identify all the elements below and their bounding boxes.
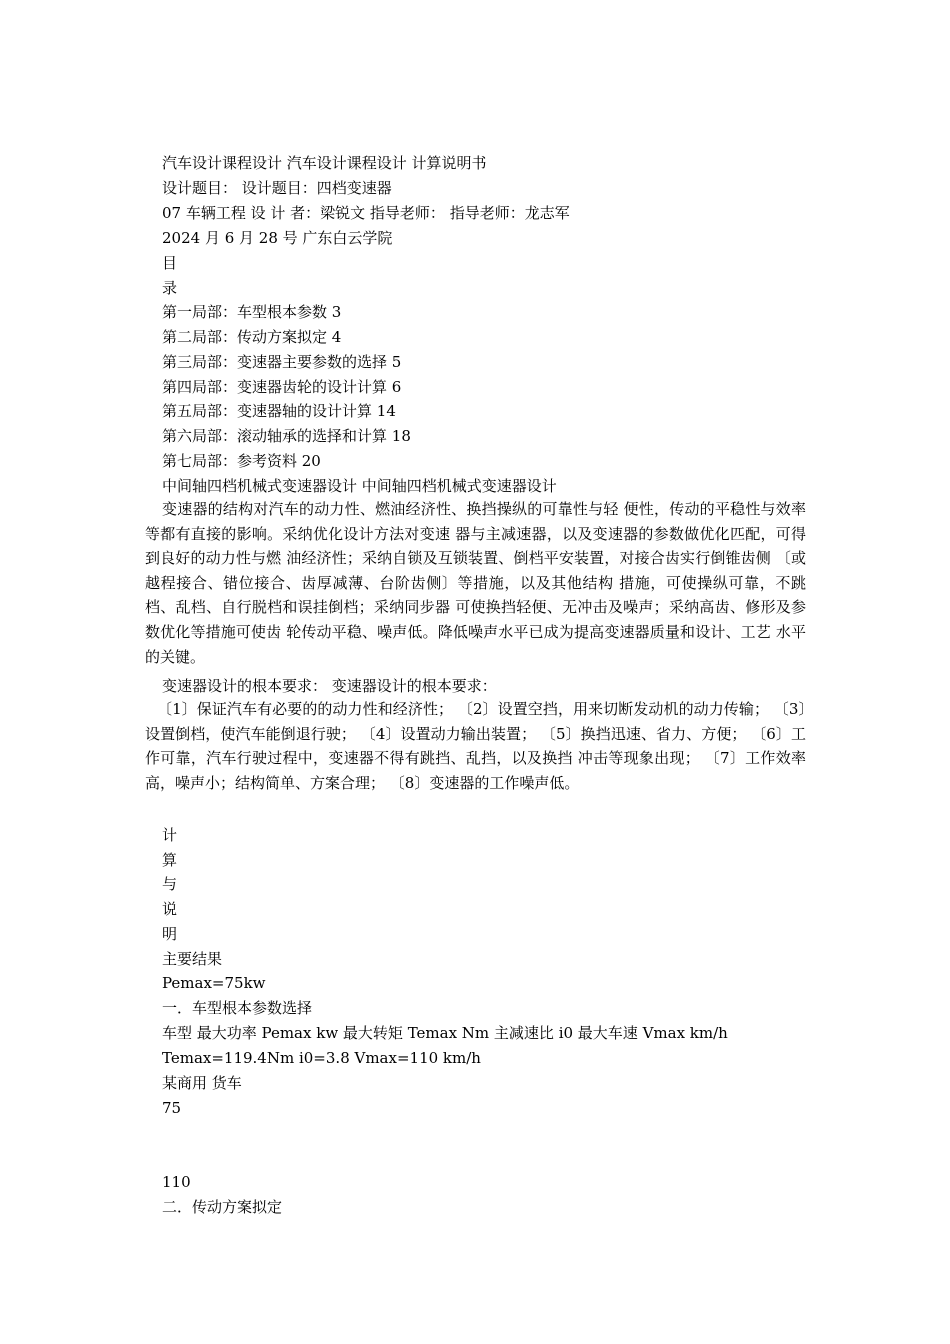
vehicle-type: 某商用 货车 — [162, 1074, 242, 1092]
vertical-label-char: 说 — [162, 900, 178, 918]
requirements-heading: 变速器设计的根本要求： 变速器设计的根本要求： — [162, 677, 497, 695]
design-topic-line: 设计题目： 设计题目：四档变速器 — [162, 179, 392, 197]
toc-item: 第二局部：传动方案拟定 4 — [162, 328, 342, 346]
vertical-label-char: 计 — [162, 826, 178, 844]
toc-item: 第一局部：车型根本参数 3 — [162, 303, 342, 321]
vertical-label-char: 与 — [162, 875, 178, 893]
toc-item: 第六局部：滚动轴承的选择和计算 18 — [162, 427, 411, 445]
toc-heading-char-1: 目 — [162, 254, 178, 272]
toc-item: 第五局部：变速器轴的设计计算 14 — [162, 402, 396, 420]
document-title-line: 汽车设计课程设计 汽车设计课程设计 计算说明书 — [162, 154, 487, 172]
requirements-paragraph: 〔1〕保证汽车有必要的的动力性和经济性； 〔2〕设置空挡，用来切断发动机的动力传输； 〔3〕设置倒档，使汽车能倒退行驶； 〔4〕设置动力输出装置； 〔5〕换挡迅速、省力、方便； 〔6〕工作可靠，汽车行驶过程中，变速器不得有跳挡、乱挡，以及换挡 冲击等现象出现； 〔7〕工作效率高，噪声小；结构简单、方案合理； 〔8〕变速器的工作噪声低。 — [145, 700, 806, 792]
section-2-title: 二．传动方案拟定 — [162, 1198, 283, 1216]
main-result-label: 主要结果 — [162, 950, 223, 968]
section-1-title: 一．车型根本参数选择 — [162, 999, 313, 1017]
parameter-results-row: Temax=119.4Nm i0=3.8 Vmax=110 km/h — [162, 1049, 481, 1067]
speed-value: 110 — [162, 1173, 191, 1191]
vertical-label-char: 明 — [162, 925, 178, 943]
section-title: 中间轴四档机械式变速器设计 中间轴四档机械式变速器设计 — [162, 477, 557, 495]
author-line: 07 车辆工程 设 计 者：梁锐文 指导老师： 指导老师：龙志军 — [162, 204, 570, 222]
toc-item: 第四局部：变速器齿轮的设计计算 6 — [162, 378, 402, 396]
toc-item: 第七局部：参考资料 20 — [162, 452, 321, 470]
date-line: 2024 月 6 月 28 号 广东白云学院 — [162, 229, 393, 247]
intro-paragraph: 变速器的结构对汽车的动力性、燃油经济性、换挡操纵的可靠性与轻 便性，传动的平稳性与效率等都有直接的影响。采纳优化设计方法对变速 器与主减速器，以及变速器的参数做优化匹配，可得到良好的动力性与燃 油经济性；采纳自锁及互锁装置、倒档平安装置，对接合齿实行倒锥齿侧 〔或越程接合、错位接合、齿厚减薄、台阶齿侧〕等措施，以及其他结构 措施，可使操纵可靠，不跳档、乱档、自行脱档和误挂倒档；采纳同步器 可使换挡轻便、无冲击及噪声；采纳高齿、修形及参数优化等措施可使齿 轮传动平稳、噪声低。降低噪声水平已成为提高变速器质量和设计、工艺 水平的关键。 — [145, 500, 806, 666]
toc-heading-char-2: 录 — [162, 279, 178, 297]
toc-item: 第三局部：变速器主要参数的选择 5 — [162, 353, 402, 371]
pemax-value: Pemax=75kw — [162, 974, 266, 992]
vertical-label-char: 算 — [162, 851, 178, 869]
parameter-header-row: 车型 最大功率 Pemax kw 最大转矩 Temax Nm 主减速比 i0 最大车速 Vmax km/h — [162, 1024, 728, 1042]
power-value: 75 — [162, 1099, 182, 1117]
